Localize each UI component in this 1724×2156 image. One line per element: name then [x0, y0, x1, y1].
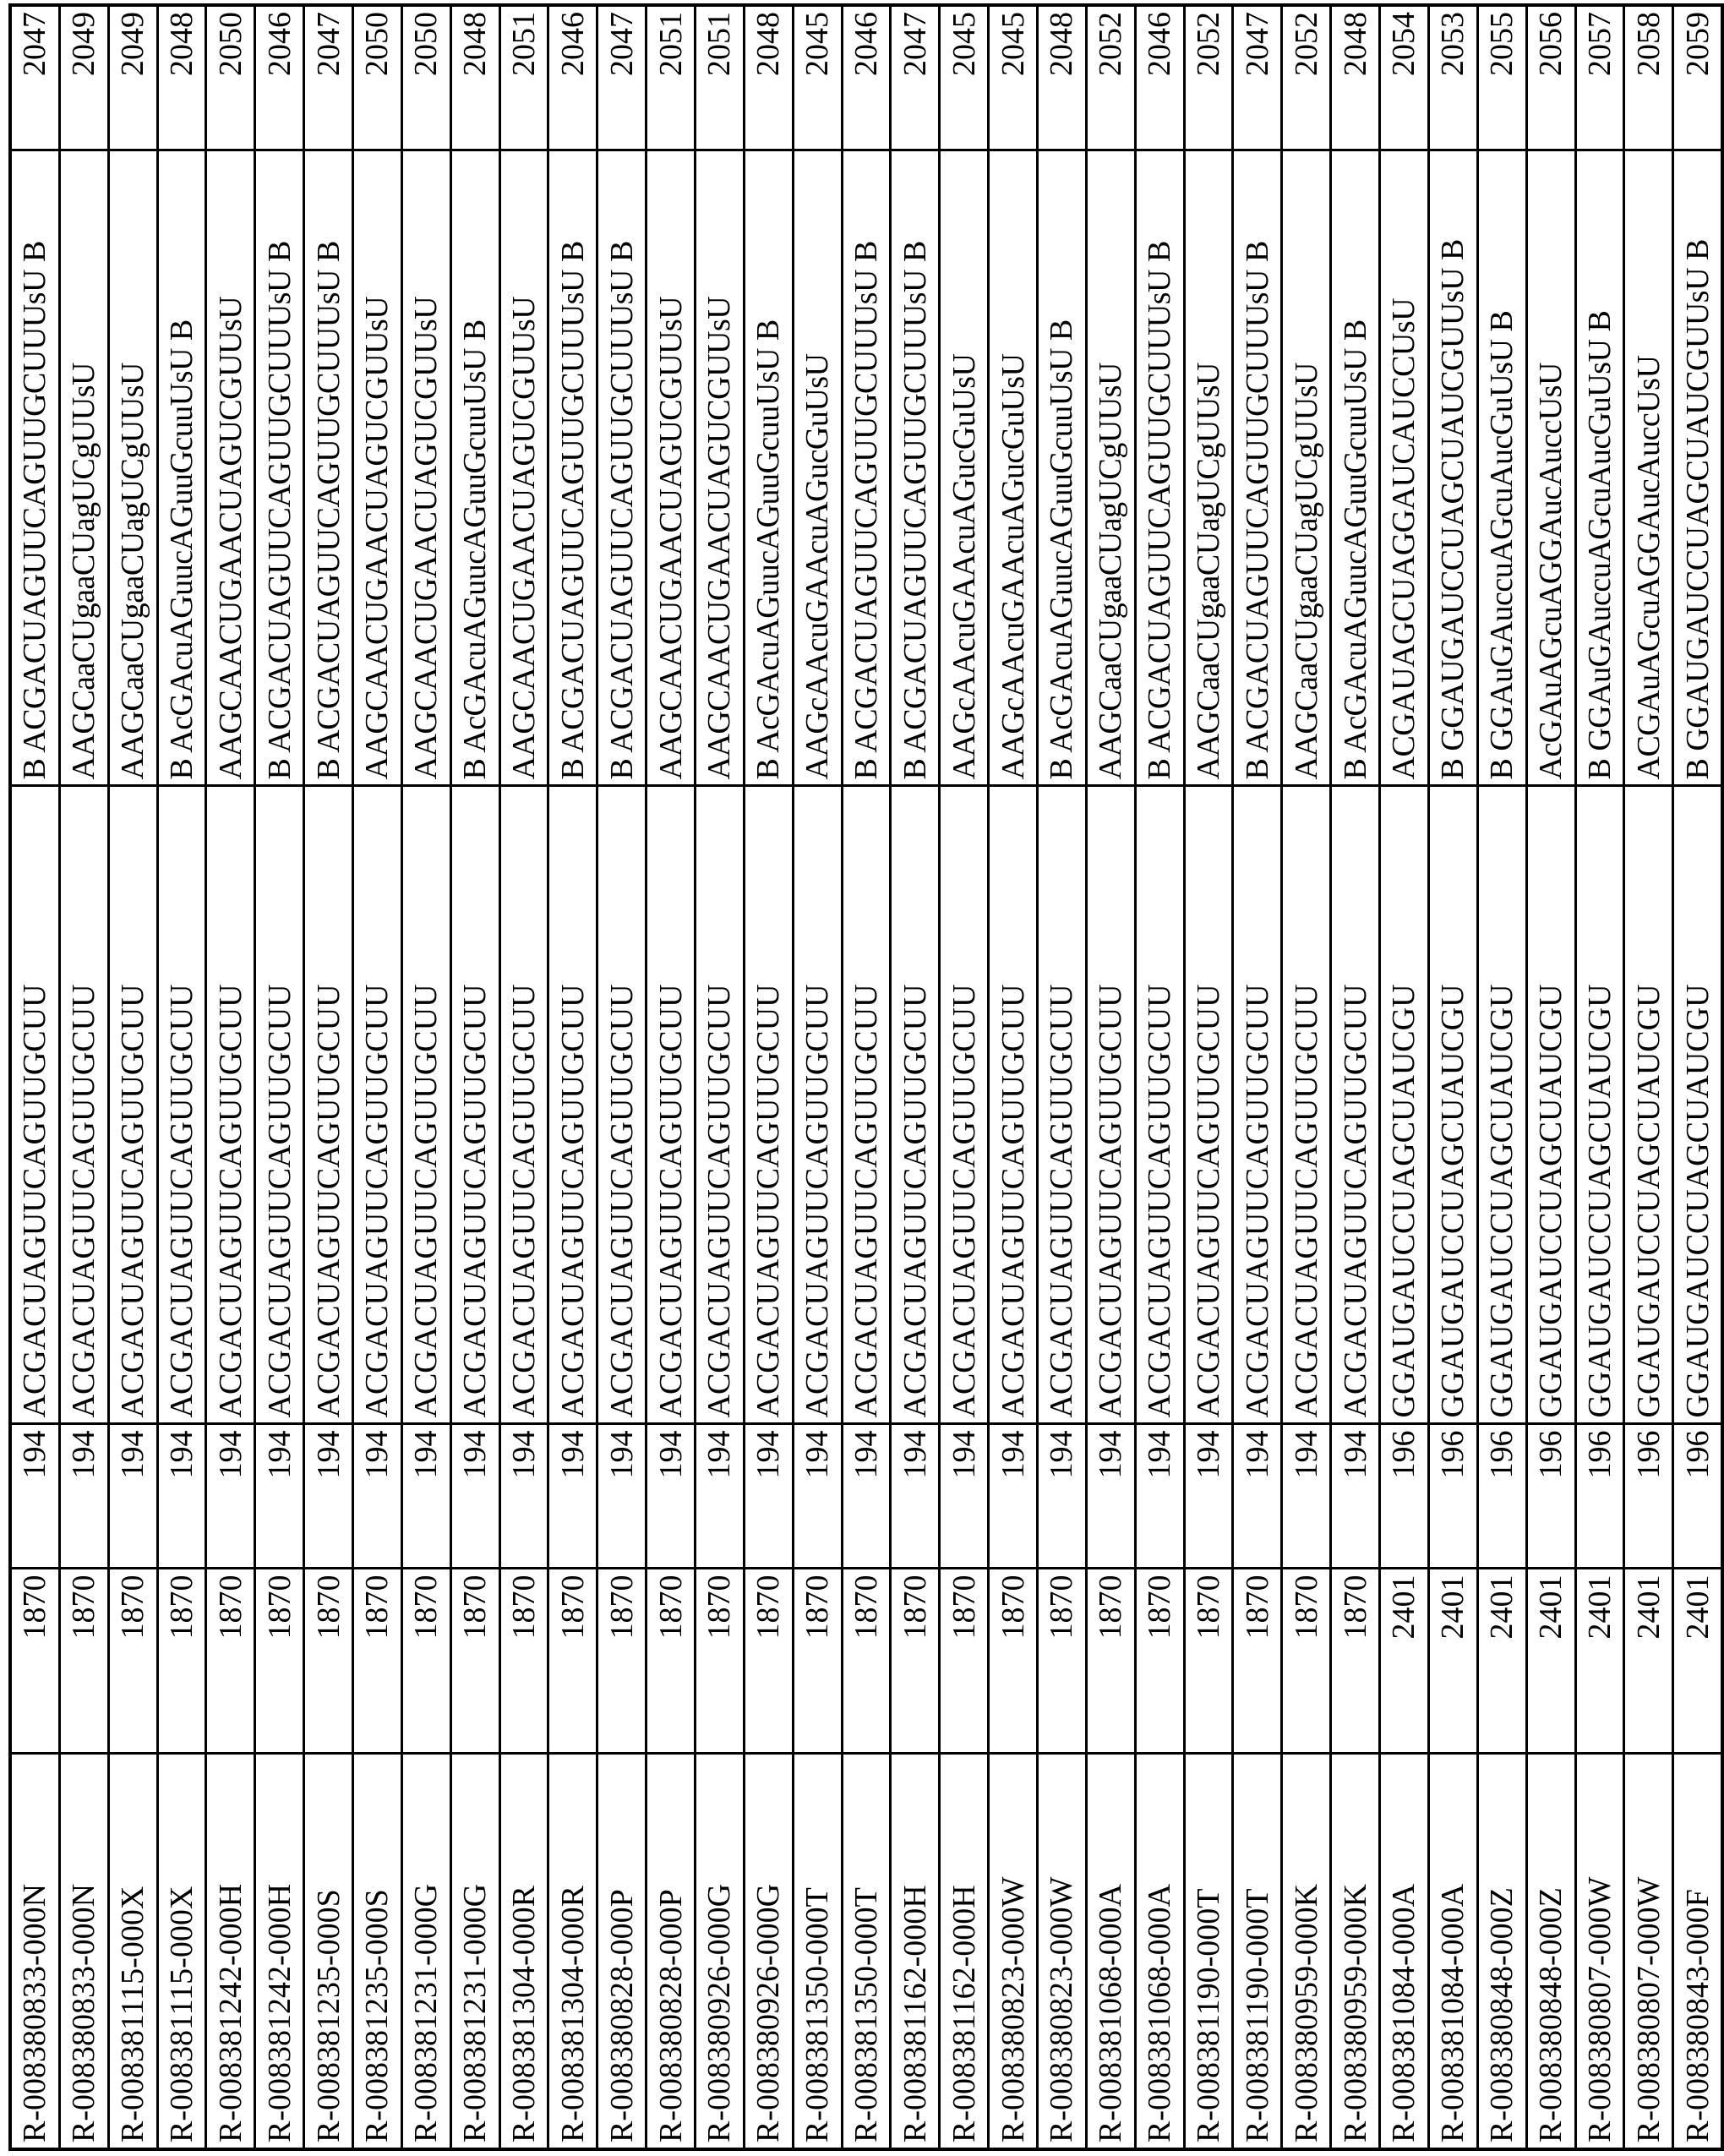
table-row: [1233, 5, 1282, 2149]
sense-sequence-cell: GGAUGAUCCUAGCUAUCGU: [1477, 786, 1526, 1424]
sense-sequence-cell: ACGACUAGUUCAGUUGCUU: [793, 786, 842, 1424]
duplex-id-cell: R-008381231-000G: [450, 1754, 499, 2149]
position-b-cell: 194: [255, 1424, 304, 1569]
seq-id-number-cell: 2050: [353, 5, 402, 150]
duplex-id-cell: R-008381162-000H: [891, 1754, 940, 2149]
seq-id-number-cell: 2046: [842, 5, 891, 150]
position-b-cell: 194: [744, 1424, 793, 1569]
position-b-cell: 194: [401, 1424, 450, 1569]
seq-id-number-cell: 2054: [1380, 5, 1429, 150]
position-a-cell: 1870: [401, 1569, 450, 1754]
sense-sequence-cell: ACGACUAGUUCAGUUGCUU: [842, 786, 891, 1424]
position-a-cell: 2401: [1380, 1569, 1429, 1754]
modified-sequence-cell: AAGCAACUGAACUAGUCGUUsU: [696, 150, 745, 786]
modified-sequence-cell: AAGcAAcuGAAcuAGucGuUsU: [989, 150, 1038, 786]
position-a-cell: 1870: [499, 1569, 548, 1754]
table-row: [353, 5, 402, 2149]
seq-id-number-cell: 2051: [499, 5, 548, 150]
table-row: [793, 5, 842, 2149]
sense-sequence-cell: ACGACUAGUUCAGUUGCUU: [1184, 786, 1233, 1424]
seq-id-number-cell: 2046: [255, 5, 304, 150]
table-row: [1624, 5, 1673, 2149]
seq-id-number-cell: 2045: [793, 5, 842, 150]
seq-id-number-cell: 2059: [1673, 5, 1722, 150]
duplex-id-cell: R-008381068-000A: [1086, 1754, 1135, 2149]
sense-sequence-cell: ACGACUAGUUCAGUUGCUU: [1233, 786, 1282, 1424]
seq-id-number-cell: 2049: [108, 5, 157, 150]
modified-sequence-cell: AAGCaaCUgaaCUagUCgUUsU: [1282, 150, 1331, 786]
position-b-cell: 194: [1038, 1424, 1087, 1569]
sense-sequence-cell: ACGACUAGUUCAGUUGCUU: [206, 786, 255, 1424]
position-a-cell: 1870: [793, 1569, 842, 1754]
duplex-id-cell: R-008381162-000H: [940, 1754, 989, 2149]
position-b-cell: 196: [1428, 1424, 1477, 1569]
position-a-cell: 1870: [10, 1569, 59, 1754]
position-b-cell: 194: [1135, 1424, 1184, 1569]
seq-id-number-cell: 2045: [989, 5, 1038, 150]
position-b-cell: 194: [891, 1424, 940, 1569]
position-a-cell: 1870: [206, 1569, 255, 1754]
modified-sequence-cell: AAGCAACUGAACUAGUCGUUsU: [206, 150, 255, 786]
seq-id-number-cell: 2058: [1624, 5, 1673, 150]
modified-sequence-cell: B GGAuGAuccuAGcuAucGuUsU B: [1575, 150, 1624, 786]
modified-sequence-cell: B ACGACUAGUUCAGUUGCUUUsU B: [10, 150, 59, 786]
duplex-id-cell: R-008381190-000T: [1184, 1754, 1233, 2149]
modified-sequence-cell: B GGAuGAuccuAGcuAucGuUsU B: [1477, 150, 1526, 786]
modified-sequence-cell: B ACGACUAGUUCAGUUGCUUUsU B: [255, 150, 304, 786]
position-a-cell: 1870: [646, 1569, 696, 1754]
duplex-id-cell: R-008380823-000W: [989, 1754, 1038, 2149]
modified-sequence-cell: B GGAUGAUCCUAGCUAUCGUUsU B: [1428, 150, 1477, 786]
table-row: [1135, 5, 1184, 2149]
duplex-id-cell: R-008380959-000K: [1331, 1754, 1380, 2149]
modified-sequence-cell: B ACGACUAGUUCAGUUGCUUUsU B: [842, 150, 891, 786]
duplex-id-cell: R-008380926-000G: [744, 1754, 793, 2149]
seq-id-number-cell: 2053: [1428, 5, 1477, 150]
duplex-id-cell: R-008381084-000A: [1428, 1754, 1477, 2149]
modified-sequence-cell: AAGCaaCUgaaCUagUCgUUsU: [1184, 150, 1233, 786]
table-row: [548, 5, 597, 2149]
duplex-id-cell: R-008380848-000Z: [1477, 1754, 1526, 2149]
sense-sequence-cell: ACGACUAGUUCAGUUGCUU: [940, 786, 989, 1424]
table-row: [696, 5, 745, 2149]
sense-sequence-cell: ACGACUAGUUCAGUUGCUU: [255, 786, 304, 1424]
sense-sequence-cell: ACGACUAGUUCAGUUGCUU: [1135, 786, 1184, 1424]
sense-sequence-cell: ACGACUAGUUCAGUUGCUU: [108, 786, 157, 1424]
position-b-cell: 194: [304, 1424, 353, 1569]
duplex-id-cell: R-008380843-000F: [1673, 1754, 1722, 2149]
modified-sequence-cell: B ACGACUAGUUCAGUUGCUUUsU B: [1233, 150, 1282, 786]
position-b-cell: 196: [1575, 1424, 1624, 1569]
position-b-cell: 194: [793, 1424, 842, 1569]
sense-sequence-cell: GGAUGAUCCUAGCUAUCGU: [1380, 786, 1429, 1424]
seq-id-number-cell: 2047: [891, 5, 940, 150]
sense-sequence-cell: ACGACUAGUUCAGUUGCUU: [157, 786, 206, 1424]
modified-sequence-cell: AAGcAAcuGAAcuAGucGuUsU: [793, 150, 842, 786]
modified-sequence-cell: ACGAUAGCUAGGAUCAUCCUsU: [1380, 150, 1429, 786]
table-row: [206, 5, 255, 2149]
modified-sequence-cell: AAGCaaCUgaaCUagUCgUUsU: [1086, 150, 1135, 786]
duplex-id-cell: R-008381190-000T: [1233, 1754, 1282, 2149]
position-b-cell: 196: [1380, 1424, 1429, 1569]
table-row: [940, 5, 989, 2149]
position-b-cell: 194: [206, 1424, 255, 1569]
sense-sequence-cell: GGAUGAUCCUAGCUAUCGU: [1575, 786, 1624, 1424]
table-row: [1038, 5, 1087, 2149]
table-row: [1331, 5, 1380, 2149]
table-row: [108, 5, 157, 2149]
position-b-cell: 196: [1477, 1424, 1526, 1569]
duplex-id-cell: R-008381235-000S: [304, 1754, 353, 2149]
modified-sequence-cell: AAGcAAcuGAAcuAGucGuUsU: [940, 150, 989, 786]
seq-id-number-cell: 2056: [1526, 5, 1575, 150]
duplex-id-cell: R-008381235-000S: [353, 1754, 402, 2149]
seq-id-number-cell: 2048: [1038, 5, 1087, 150]
seq-id-number-cell: 2057: [1575, 5, 1624, 150]
modified-sequence-cell: B ACGACUAGUUCAGUUGCUUUsU B: [304, 150, 353, 786]
position-a-cell: 1870: [744, 1569, 793, 1754]
seq-id-number-cell: 2047: [10, 5, 59, 150]
seq-id-number-cell: 2051: [696, 5, 745, 150]
table-row: [1086, 5, 1135, 2149]
position-a-cell: 1870: [108, 1569, 157, 1754]
position-b-cell: 194: [989, 1424, 1038, 1569]
modified-sequence-cell: AAGCAACUGAACUAGUCGUUsU: [499, 150, 548, 786]
duplex-id-cell: R-008381068-000A: [1135, 1754, 1184, 2149]
position-a-cell: 1870: [597, 1569, 646, 1754]
seq-id-number-cell: 2051: [646, 5, 696, 150]
seq-id-number-cell: 2050: [206, 5, 255, 150]
sequence-table: [8, 3, 1724, 2151]
seq-id-number-cell: 2048: [744, 5, 793, 150]
sense-sequence-cell: ACGACUAGUUCAGUUGCUU: [548, 786, 597, 1424]
duplex-id-cell: R-008381304-000R: [499, 1754, 548, 2149]
position-b-cell: 194: [1331, 1424, 1380, 1569]
position-a-cell: 1870: [842, 1569, 891, 1754]
duplex-id-cell: R-008380926-000G: [696, 1754, 745, 2149]
seq-id-number-cell: 2052: [1184, 5, 1233, 150]
position-b-cell: 194: [108, 1424, 157, 1569]
table-row: [1282, 5, 1331, 2149]
position-a-cell: 1870: [1135, 1569, 1184, 1754]
sense-sequence-cell: GGAUGAUCCUAGCUAUCGU: [1673, 786, 1722, 1424]
sense-sequence-cell: GGAUGAUCCUAGCUAUCGU: [1428, 786, 1477, 1424]
table-row: [646, 5, 696, 2149]
table-row: [744, 5, 793, 2149]
sense-sequence-cell: GGAUGAUCCUAGCUAUCGU: [1624, 786, 1673, 1424]
position-b-cell: 194: [1282, 1424, 1331, 1569]
modified-sequence-cell: B AcGAcuAGuucAGuuGcuuUsU B: [157, 150, 206, 786]
position-a-cell: 1870: [353, 1569, 402, 1754]
position-a-cell: 1870: [696, 1569, 745, 1754]
modified-sequence-cell: B GGAUGAUCCUAGCUAUCGUUsU B: [1673, 150, 1722, 786]
position-a-cell: 1870: [1184, 1569, 1233, 1754]
modified-sequence-cell: B AcGAcuAGuucAGuuGcuuUsU B: [1331, 150, 1380, 786]
duplex-id-cell: R-008381350-000T: [842, 1754, 891, 2149]
duplex-id-cell: R-008380828-000P: [597, 1754, 646, 2149]
position-b-cell: 194: [696, 1424, 745, 1569]
sense-sequence-cell: ACGACUAGUUCAGUUGCUU: [499, 786, 548, 1424]
sense-sequence-cell: ACGACUAGUUCAGUUGCUU: [597, 786, 646, 1424]
position-b-cell: 194: [1086, 1424, 1135, 1569]
position-a-cell: 2401: [1526, 1569, 1575, 1754]
sense-sequence-cell: ACGACUAGUUCAGUUGCUU: [989, 786, 1038, 1424]
seq-id-number-cell: 2046: [1135, 5, 1184, 150]
modified-sequence-cell: AAGCaaCUgaaCUagUCgUUsU: [59, 150, 108, 786]
table-row: [255, 5, 304, 2149]
position-a-cell: 1870: [940, 1569, 989, 1754]
duplex-id-cell: R-008381231-000G: [401, 1754, 450, 2149]
duplex-id-cell: R-008381084-000A: [1380, 1754, 1429, 2149]
position-b-cell: 194: [1233, 1424, 1282, 1569]
sense-sequence-cell: ACGACUAGUUCAGUUGCUU: [10, 786, 59, 1424]
duplex-id-cell: R-008381350-000T: [793, 1754, 842, 2149]
position-a-cell: 1870: [304, 1569, 353, 1754]
modified-sequence-cell: B AcGAcuAGuucAGuuGcuuUsU B: [1038, 150, 1087, 786]
table-row: [1526, 5, 1575, 2149]
rotated-page: [8, 7, 1716, 2151]
sense-sequence-cell: ACGACUAGUUCAGUUGCUU: [696, 786, 745, 1424]
seq-id-number-cell: 2046: [548, 5, 597, 150]
table-row: [401, 5, 450, 2149]
sense-sequence-cell: ACGACUAGUUCAGUUGCUU: [744, 786, 793, 1424]
seq-id-number-cell: 2055: [1477, 5, 1526, 150]
table-row: [1428, 5, 1477, 2149]
table-row: [842, 5, 891, 2149]
position-b-cell: 194: [59, 1424, 108, 1569]
sense-sequence-cell: ACGACUAGUUCAGUUGCUU: [1331, 786, 1380, 1424]
seq-id-number-cell: 2052: [1086, 5, 1135, 150]
table-row: [499, 5, 548, 2149]
seq-id-number-cell: 2048: [450, 5, 499, 150]
position-a-cell: 2401: [1428, 1569, 1477, 1754]
position-b-cell: 194: [157, 1424, 206, 1569]
position-b-cell: 196: [1673, 1424, 1722, 1569]
duplex-id-cell: R-008381115-000X: [157, 1754, 206, 2149]
sense-sequence-cell: ACGACUAGUUCAGUUGCUU: [1282, 786, 1331, 1424]
seq-id-number-cell: 2048: [1331, 5, 1380, 150]
duplex-id-cell: R-008380823-000W: [1038, 1754, 1087, 2149]
modified-sequence-cell: AcGAuAGcuAGGAucAuccUsU: [1526, 150, 1575, 786]
position-b-cell: 194: [646, 1424, 696, 1569]
position-b-cell: 196: [1526, 1424, 1575, 1569]
position-a-cell: 1870: [59, 1569, 108, 1754]
seq-id-number-cell: 2047: [597, 5, 646, 150]
modified-sequence-cell: B ACGACUAGUUCAGUUGCUUUsU B: [597, 150, 646, 786]
modified-sequence-cell: B ACGACUAGUUCAGUUGCUUUsU B: [891, 150, 940, 786]
position-b-cell: 194: [597, 1424, 646, 1569]
modified-sequence-cell: ACGAuAGcuAGGAucAuccUsU: [1624, 150, 1673, 786]
position-a-cell: 1870: [450, 1569, 499, 1754]
seq-id-number-cell: 2052: [1282, 5, 1331, 150]
seq-id-number-cell: 2048: [157, 5, 206, 150]
duplex-id-cell: R-008380828-000P: [646, 1754, 696, 2149]
position-a-cell: 1870: [989, 1569, 1038, 1754]
sequence-table-body: [10, 5, 1722, 2149]
sense-sequence-cell: ACGACUAGUUCAGUUGCUU: [1038, 786, 1087, 1424]
modified-sequence-cell: AAGCAACUGAACUAGUCGUUsU: [646, 150, 696, 786]
duplex-id-cell: R-008381242-000H: [206, 1754, 255, 2149]
duplex-id-cell: R-008380959-000K: [1282, 1754, 1331, 2149]
position-a-cell: 1870: [1038, 1569, 1087, 1754]
table-row: [157, 5, 206, 2149]
sense-sequence-cell: ACGACUAGUUCAGUUGCUU: [891, 786, 940, 1424]
table-row: [597, 5, 646, 2149]
position-b-cell: 194: [1184, 1424, 1233, 1569]
seq-id-number-cell: 2050: [401, 5, 450, 150]
seq-id-number-cell: 2045: [940, 5, 989, 150]
position-b-cell: 194: [10, 1424, 59, 1569]
sense-sequence-cell: ACGACUAGUUCAGUUGCUU: [646, 786, 696, 1424]
table-row: [989, 5, 1038, 2149]
duplex-id-cell: R-008380848-000Z: [1526, 1754, 1575, 2149]
position-a-cell: 1870: [1282, 1569, 1331, 1754]
table-row: [10, 5, 59, 2149]
duplex-id-cell: R-008381304-000R: [548, 1754, 597, 2149]
sense-sequence-cell: ACGACUAGUUCAGUUGCUU: [353, 786, 402, 1424]
position-a-cell: 1870: [891, 1569, 940, 1754]
sense-sequence-cell: ACGACUAGUUCAGUUGCUU: [59, 786, 108, 1424]
position-b-cell: 194: [940, 1424, 989, 1569]
seq-id-number-cell: 2047: [304, 5, 353, 150]
modified-sequence-cell: B ACGACUAGUUCAGUUGCUUUsU B: [1135, 150, 1184, 786]
sense-sequence-cell: ACGACUAGUUCAGUUGCUU: [304, 786, 353, 1424]
position-a-cell: 1870: [157, 1569, 206, 1754]
position-b-cell: 194: [450, 1424, 499, 1569]
position-a-cell: 2401: [1477, 1569, 1526, 1754]
modified-sequence-cell: AAGCAACUGAACUAGUCGUUsU: [401, 150, 450, 786]
position-a-cell: 1870: [1086, 1569, 1135, 1754]
table-row: [1477, 5, 1526, 2149]
position-a-cell: 2401: [1624, 1569, 1673, 1754]
sense-sequence-cell: ACGACUAGUUCAGUUGCUU: [450, 786, 499, 1424]
modified-sequence-cell: AAGCaaCUgaaCUagUCgUUsU: [108, 150, 157, 786]
modified-sequence-cell: B ACGACUAGUUCAGUUGCUUUsU B: [548, 150, 597, 786]
table-row: [450, 5, 499, 2149]
modified-sequence-cell: B AcGAcuAGuucAGuuGcuuUsU B: [744, 150, 793, 786]
table-row: [1380, 5, 1429, 2149]
duplex-id-cell: R-008381242-000H: [255, 1754, 304, 2149]
table-row: [1575, 5, 1624, 2149]
modified-sequence-cell: AAGCAACUGAACUAGUCGUUsU: [353, 150, 402, 786]
sense-sequence-cell: GGAUGAUCCUAGCUAUCGU: [1526, 786, 1575, 1424]
table-row: [1673, 5, 1722, 2149]
duplex-id-cell: R-008381115-000X: [108, 1754, 157, 2149]
position-b-cell: 194: [499, 1424, 548, 1569]
duplex-id-cell: R-008380833-000N: [10, 1754, 59, 2149]
position-a-cell: 2401: [1575, 1569, 1624, 1754]
duplex-id-cell: R-008380807-000W: [1624, 1754, 1673, 2149]
sense-sequence-cell: ACGACUAGUUCAGUUGCUU: [401, 786, 450, 1424]
table-row: [1184, 5, 1233, 2149]
position-a-cell: 1870: [548, 1569, 597, 1754]
position-a-cell: 1870: [1331, 1569, 1380, 1754]
duplex-id-cell: R-008380807-000W: [1575, 1754, 1624, 2149]
seq-id-number-cell: 2047: [1233, 5, 1282, 150]
sense-sequence-cell: ACGACUAGUUCAGUUGCUU: [1086, 786, 1135, 1424]
position-b-cell: 194: [842, 1424, 891, 1569]
position-b-cell: 194: [548, 1424, 597, 1569]
position-b-cell: 196: [1624, 1424, 1673, 1569]
seq-id-number-cell: 2049: [59, 5, 108, 150]
table-row: [891, 5, 940, 2149]
modified-sequence-cell: B AcGAcuAGuucAGuuGcuuUsU B: [450, 150, 499, 786]
position-b-cell: 194: [353, 1424, 402, 1569]
position-a-cell: 1870: [255, 1569, 304, 1754]
position-a-cell: 2401: [1673, 1569, 1722, 1754]
duplex-id-cell: R-008380833-000N: [59, 1754, 108, 2149]
position-a-cell: 1870: [1233, 1569, 1282, 1754]
table-row: [59, 5, 108, 2149]
table-row: [304, 5, 353, 2149]
